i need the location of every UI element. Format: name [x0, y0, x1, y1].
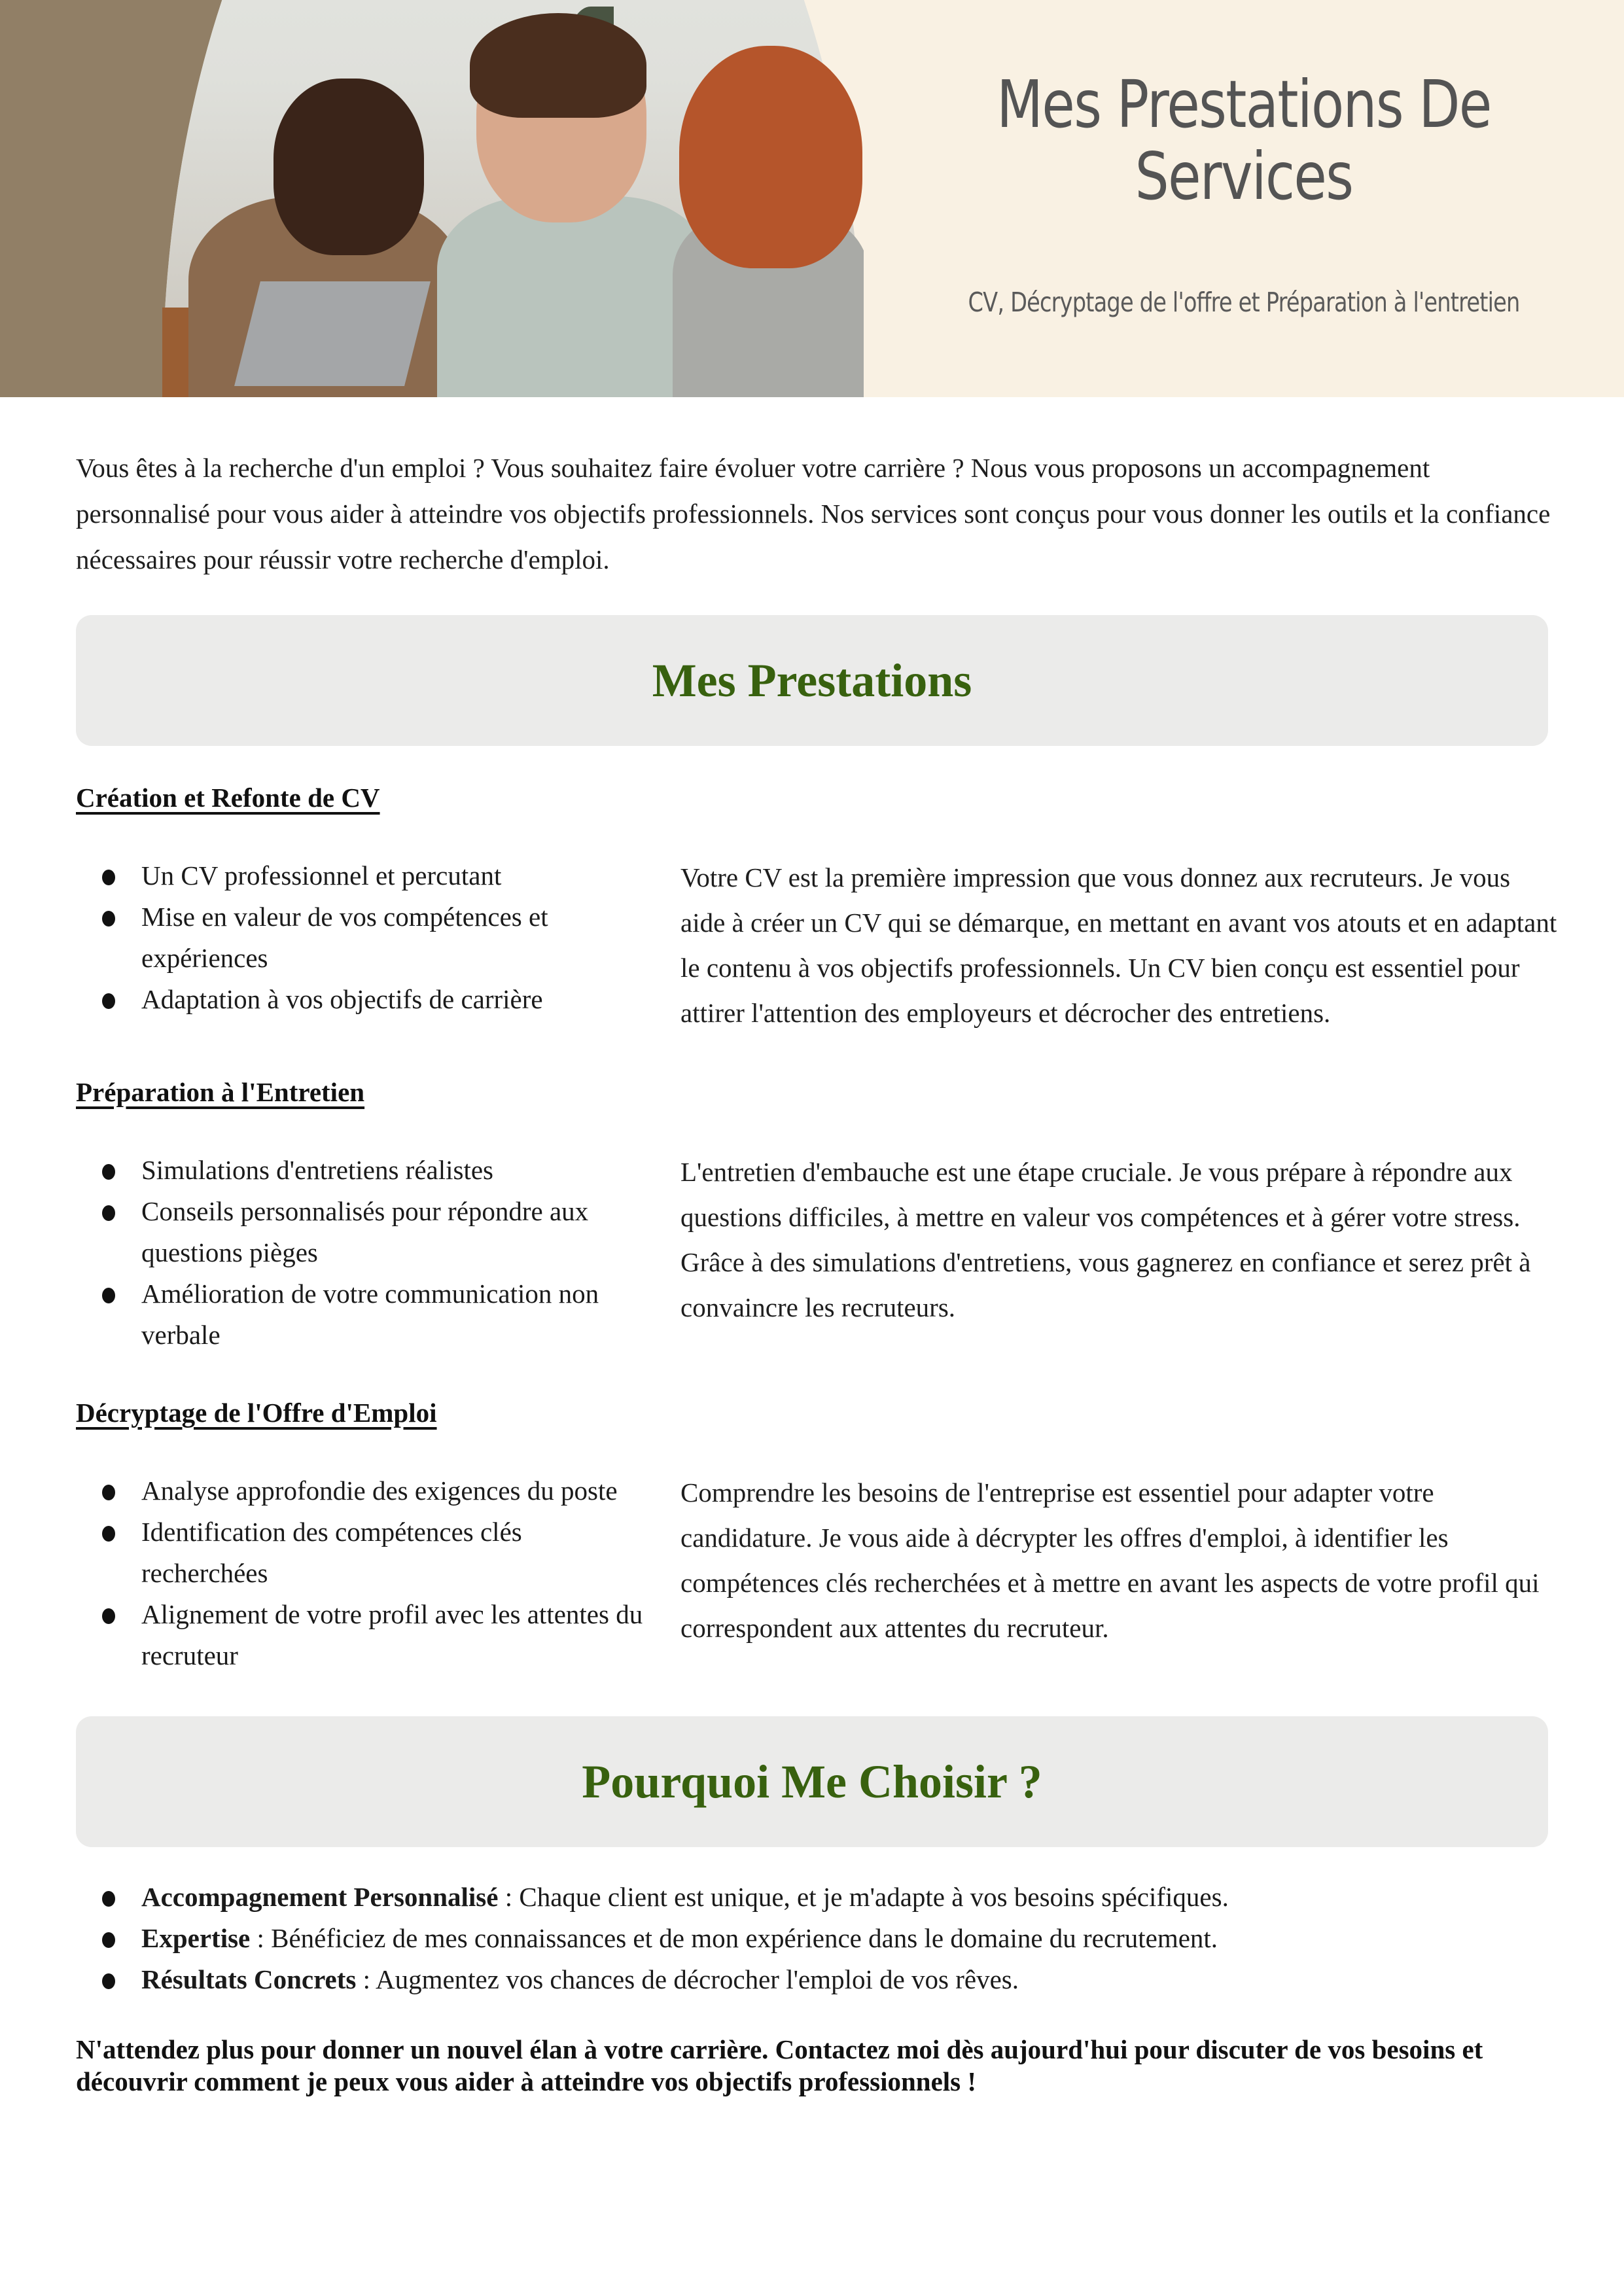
- bullet-icon: [102, 1288, 115, 1303]
- bullet-icon: [102, 870, 115, 885]
- list-item: Adaptation à vos objectifs de carrière: [76, 979, 652, 1020]
- section-bullets-offre: [76, 1470, 652, 1676]
- bullet-icon: [102, 911, 115, 927]
- section-description-entretien: L'entretien d'embauche est une étape cruciale. Je vous prépare à répondre aux questions difficiles, à mettre en valeur vos compétences et à gérer votre stress. Grâce à des simulations d'entretiens, vous gagnerez en confiance et serez prêt à convaincre les recruteurs.: [680, 1157, 1531, 1322]
- list-item: Identification des compétences clés recherchées: [76, 1511, 652, 1594]
- bullet-icon: [102, 1891, 115, 1907]
- list-item: Accompagnement Personnalisé : Chaque client est unique, et je m'adapte à vos besoins spécifiques.: [76, 1877, 1555, 1918]
- bullet-icon: [102, 1164, 115, 1180]
- bullet-icon: [102, 993, 115, 1009]
- list-item: Analyse approfondie des exigences du poste: [76, 1470, 652, 1511]
- section-bullets-cv: [76, 855, 652, 1020]
- bullet-icon: [102, 1485, 115, 1500]
- call-to-action: N'attendez plus pour donner un nouvel élan à votre carrière. Contactez moi dès aujourd'hui pour discuter de vos besoins et découvrir comment je peux vous aider à atteindre vos objectifs professionnels !: [76, 2034, 1483, 2096]
- list-item: Mise en valeur de vos compétences et expériences: [76, 896, 652, 979]
- list-item: Conseils personnalisés pour répondre aux questions pièges: [76, 1191, 652, 1273]
- team-photo: [162, 0, 864, 397]
- page-subtitle: CV, Décryptage de l'offre et Préparation à l'entretien: [968, 287, 1520, 318]
- why-heading: Pourquoi Me Choisir ?: [582, 1755, 1042, 1808]
- bullet-icon: [102, 1608, 115, 1624]
- bullet-icon: [102, 1973, 115, 1989]
- section-bullets-entretien: [76, 1150, 652, 1356]
- prestations-heading: Mes Prestations: [652, 654, 972, 707]
- bullet-icon: [102, 1205, 115, 1221]
- title-line-1: Mes Prestations De: [997, 66, 1491, 143]
- list-item: Résultats Concrets : Augmentez vos chances de décrocher l'emploi de vos rêves.: [76, 1959, 1555, 2000]
- list-item: Alignement de votre profil avec les attentes du recruteur: [76, 1594, 652, 1676]
- intro-paragraph: Vous êtes à la recherche d'un emploi ? Vous souhaitez faire évoluer votre carrière ? Nous vous proposons un accompagnement personnalisé pour vous aider à atteindre vos objectifs professionnels. Nos services sont conçus pour vous donner les outils et la confiance nécessaires pour réussir votre recherche d'emploi.: [76, 453, 1551, 574]
- bullet-icon: [102, 1932, 115, 1948]
- prestations-banner: [76, 615, 1548, 746]
- section-title-offre: Décryptage de l'Offre d'Emploi: [76, 1398, 437, 1428]
- title-line-2: Services: [1135, 138, 1353, 215]
- list-item: Un CV professionnel et percutant: [76, 855, 652, 896]
- why-banner: [76, 1716, 1548, 1847]
- why-list: [76, 1877, 1555, 2000]
- section-title-entretien: Préparation à l'Entretien: [76, 1077, 365, 1107]
- page-title: [932, 66, 1556, 215]
- list-item: Amélioration de votre communication non verbale: [76, 1273, 652, 1356]
- header-banner: [0, 0, 1624, 397]
- section-description-offre: Comprendre les besoins de l'entreprise est essentiel pour adapter votre candidature. Je vous aide à décrypter les offres d'emploi, à identifier les compétences clés recherchées et à mettre en avant les aspects de votre profil qui correspondent aux attentes du recruteur.: [680, 1477, 1540, 1643]
- list-item: Simulations d'entretiens réalistes: [76, 1150, 652, 1191]
- bullet-icon: [102, 1526, 115, 1542]
- section-title-cv: Création et Refonte de CV: [76, 783, 380, 813]
- section-description-cv: Votre CV est la première impression que vous donnez aux recruteurs. Je vous aide à créer un CV qui se démarque, en mettant en avant vos atouts et en adaptant le contenu à vos objectifs professionnels. Un CV bien conçu est essentiel pour attirer l'attention des employeurs et décrocher des entretiens.: [680, 862, 1557, 1028]
- list-item: Expertise : Bénéficiez de mes connaissances et de mon expérience dans le domaine du recrutement.: [76, 1918, 1555, 1959]
